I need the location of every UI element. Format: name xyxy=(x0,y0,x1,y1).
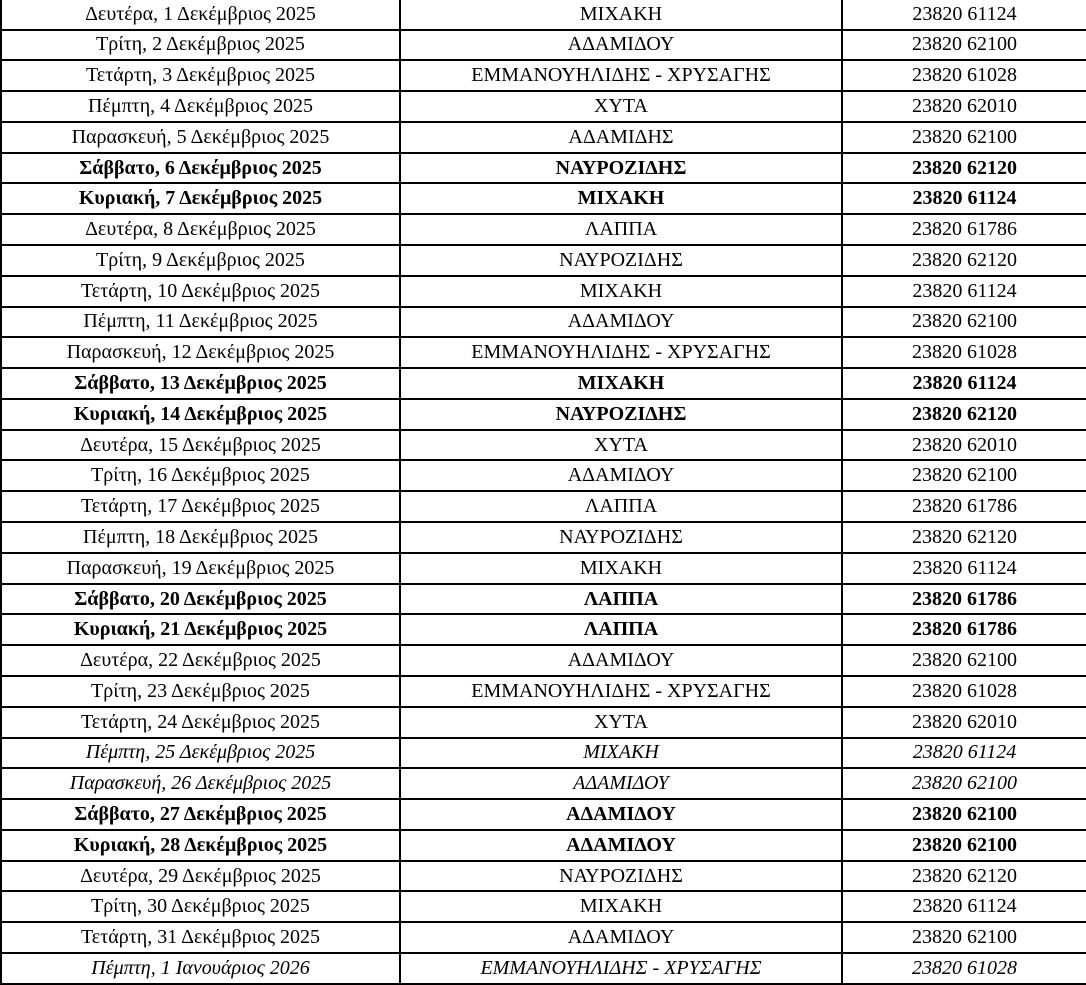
phone-cell: 23820 62100 xyxy=(842,922,1086,953)
phone-cell: 23820 61786 xyxy=(842,584,1086,615)
schedule-row xyxy=(1,891,1086,922)
pharmacy-cell: ΜΙΧΑΚΗ xyxy=(400,0,842,30)
pharmacy-cell: ΝΑΥΡΟΖΙΔΗΣ xyxy=(400,861,842,892)
pharmacy-cell: ΑΔΑΜΙΔΟΥ xyxy=(400,922,842,953)
pharmacy-cell: ΝΑΥΡΟΖΙΔΗΣ xyxy=(400,522,842,553)
schedule-row xyxy=(1,368,1086,399)
phone-cell: 23820 61124 xyxy=(842,368,1086,399)
phone-cell: 23820 62100 xyxy=(842,799,1086,830)
schedule-row xyxy=(1,399,1086,430)
phone-cell: 23820 62120 xyxy=(842,399,1086,430)
date-cell: Τετάρτη, 3 Δεκέμβριος 2025 xyxy=(1,60,400,91)
phone-cell: 23820 62010 xyxy=(842,707,1086,738)
schedule-row xyxy=(1,60,1086,91)
schedule-row xyxy=(1,0,1086,30)
date-cell: Πέμπτη, 25 Δεκέμβριος 2025 xyxy=(1,738,400,769)
pharmacy-cell: ΜΙΧΑΚΗ xyxy=(400,276,842,307)
date-cell: Δευτέρα, 1 Δεκέμβριος 2025 xyxy=(1,0,400,30)
schedule-row xyxy=(1,861,1086,892)
pharmacy-cell: ΑΔΑΜΙΔΟΥ xyxy=(400,307,842,338)
phone-cell: 23820 62100 xyxy=(842,122,1086,153)
pharmacy-cell: ΜΙΧΑΚΗ xyxy=(400,738,842,769)
date-cell: Τρίτη, 2 Δεκέμβριος 2025 xyxy=(1,30,400,61)
phone-cell: 23820 61028 xyxy=(842,337,1086,368)
date-cell: Τρίτη, 9 Δεκέμβριος 2025 xyxy=(1,245,400,276)
schedule-row xyxy=(1,153,1086,184)
schedule-row xyxy=(1,183,1086,214)
phone-cell: 23820 61124 xyxy=(842,891,1086,922)
schedule-row xyxy=(1,307,1086,338)
pharmacy-cell: ΧΥΤΑ xyxy=(400,430,842,461)
schedule-row xyxy=(1,553,1086,584)
date-cell: Τετάρτη, 17 Δεκέμβριος 2025 xyxy=(1,491,400,522)
phone-cell: 23820 62120 xyxy=(842,153,1086,184)
date-cell: Τετάρτη, 24 Δεκέμβριος 2025 xyxy=(1,707,400,738)
pharmacy-cell: ΕΜΜΑΝΟΥΗΛΙΔΗΣ - ΧΡΥΣΑΓΗΣ xyxy=(400,953,842,984)
pharmacy-cell: ΕΜΜΑΝΟΥΗΛΙΔΗΣ - ΧΡΥΣΑΓΗΣ xyxy=(400,337,842,368)
phone-cell: 23820 61786 xyxy=(842,614,1086,645)
schedule-row xyxy=(1,491,1086,522)
phone-cell: 23820 61124 xyxy=(842,553,1086,584)
phone-cell: 23820 62120 xyxy=(842,245,1086,276)
date-cell: Τρίτη, 23 Δεκέμβριος 2025 xyxy=(1,676,400,707)
phone-cell: 23820 61028 xyxy=(842,676,1086,707)
schedule-row xyxy=(1,584,1086,615)
pharmacy-cell: ΜΙΧΑΚΗ xyxy=(400,891,842,922)
date-cell: Κυριακή, 7 Δεκέμβριος 2025 xyxy=(1,183,400,214)
schedule-row xyxy=(1,91,1086,122)
schedule-row xyxy=(1,522,1086,553)
date-cell: Σάββατο, 13 Δεκέμβριος 2025 xyxy=(1,368,400,399)
pharmacy-cell: ΝΑΥΡΟΖΙΔΗΣ xyxy=(400,399,842,430)
phone-cell: 23820 61124 xyxy=(842,276,1086,307)
pharmacy-cell: ΛΑΠΠΑ xyxy=(400,214,842,245)
schedule-row xyxy=(1,799,1086,830)
schedule-row xyxy=(1,337,1086,368)
schedule-row xyxy=(1,768,1086,799)
date-cell: Σάββατο, 6 Δεκέμβριος 2025 xyxy=(1,153,400,184)
date-cell: Τετάρτη, 31 Δεκέμβριος 2025 xyxy=(1,922,400,953)
pharmacy-cell: ΧΥΤΑ xyxy=(400,91,842,122)
date-cell: Παρασκευή, 26 Δεκέμβριος 2025 xyxy=(1,768,400,799)
pharmacy-cell: ΧΥΤΑ xyxy=(400,707,842,738)
date-cell: Σάββατο, 27 Δεκέμβριος 2025 xyxy=(1,799,400,830)
phone-cell: 23820 62120 xyxy=(842,522,1086,553)
pharmacy-cell: ΛΑΠΠΑ xyxy=(400,584,842,615)
pharmacy-cell: ΕΜΜΑΝΟΥΗΛΙΔΗΣ - ΧΡΥΣΑΓΗΣ xyxy=(400,676,842,707)
schedule-row xyxy=(1,245,1086,276)
date-cell: Δευτέρα, 22 Δεκέμβριος 2025 xyxy=(1,645,400,676)
pharmacy-cell: ΝΑΥΡΟΖΙΔΗΣ xyxy=(400,245,842,276)
phone-cell: 23820 62100 xyxy=(842,768,1086,799)
schedule-row xyxy=(1,214,1086,245)
date-cell: Τετάρτη, 10 Δεκέμβριος 2025 xyxy=(1,276,400,307)
schedule-row xyxy=(1,707,1086,738)
phone-cell: 23820 61786 xyxy=(842,491,1086,522)
phone-cell: 23820 62100 xyxy=(842,645,1086,676)
pharmacy-cell: ΑΔΑΜΙΔΟΥ xyxy=(400,30,842,61)
pharmacy-cell: ΜΙΧΑΚΗ xyxy=(400,553,842,584)
schedule-row xyxy=(1,460,1086,491)
schedule-row xyxy=(1,830,1086,861)
schedule-row xyxy=(1,276,1086,307)
schedule-row xyxy=(1,122,1086,153)
date-cell: Παρασκευή, 19 Δεκέμβριος 2025 xyxy=(1,553,400,584)
schedule-row xyxy=(1,645,1086,676)
pharmacy-cell: ΑΔΑΜΙΔΟΥ xyxy=(400,645,842,676)
phone-cell: 23820 61124 xyxy=(842,183,1086,214)
phone-cell: 23820 62120 xyxy=(842,861,1086,892)
phone-cell: 23820 61786 xyxy=(842,214,1086,245)
pharmacy-cell: ΕΜΜΑΝΟΥΗΛΙΔΗΣ - ΧΡΥΣΑΓΗΣ xyxy=(400,60,842,91)
date-cell: Πέμπτη, 18 Δεκέμβριος 2025 xyxy=(1,522,400,553)
phone-cell: 23820 62010 xyxy=(842,430,1086,461)
schedule-row xyxy=(1,922,1086,953)
date-cell: Δευτέρα, 8 Δεκέμβριος 2025 xyxy=(1,214,400,245)
pharmacy-cell: ΛΑΠΠΑ xyxy=(400,614,842,645)
pharmacy-cell: ΜΙΧΑΚΗ xyxy=(400,183,842,214)
date-cell: Δευτέρα, 29 Δεκέμβριος 2025 xyxy=(1,861,400,892)
phone-cell: 23820 62100 xyxy=(842,307,1086,338)
date-cell: Κυριακή, 28 Δεκέμβριος 2025 xyxy=(1,830,400,861)
phone-cell: 23820 61124 xyxy=(842,738,1086,769)
phone-cell: 23820 62010 xyxy=(842,91,1086,122)
schedule-row xyxy=(1,614,1086,645)
schedule-row xyxy=(1,430,1086,461)
schedule-row xyxy=(1,676,1086,707)
date-cell: Παρασκευή, 5 Δεκέμβριος 2025 xyxy=(1,122,400,153)
schedule-row xyxy=(1,953,1086,984)
pharmacy-cell: ΑΔΑΜΙΔΟΥ xyxy=(400,799,842,830)
phone-cell: 23820 62100 xyxy=(842,30,1086,61)
date-cell: Σάββατο, 20 Δεκέμβριος 2025 xyxy=(1,584,400,615)
pharmacy-cell: ΝΑΥΡΟΖΙΔΗΣ xyxy=(400,153,842,184)
phone-cell: 23820 61124 xyxy=(842,0,1086,30)
date-cell: Τρίτη, 16 Δεκέμβριος 2025 xyxy=(1,460,400,491)
pharmacy-cell: ΛΑΠΠΑ xyxy=(400,491,842,522)
phone-cell: 23820 62100 xyxy=(842,460,1086,491)
pharmacy-cell: ΑΔΑΜΙΔΟΥ xyxy=(400,460,842,491)
date-cell: Παρασκευή, 12 Δεκέμβριος 2025 xyxy=(1,337,400,368)
pharmacy-duty-table-body xyxy=(1,0,1086,984)
pharmacy-cell: ΜΙΧΑΚΗ xyxy=(400,368,842,399)
date-cell: Πέμπτη, 1 Ιανουάριος 2026 xyxy=(1,953,400,984)
phone-cell: 23820 61028 xyxy=(842,953,1086,984)
date-cell: Κυριακή, 14 Δεκέμβριος 2025 xyxy=(1,399,400,430)
phone-cell: 23820 62100 xyxy=(842,830,1086,861)
date-cell: Πέμπτη, 4 Δεκέμβριος 2025 xyxy=(1,91,400,122)
date-cell: Κυριακή, 21 Δεκέμβριος 2025 xyxy=(1,614,400,645)
pharmacy-cell: ΑΔΑΜΙΔΟΥ xyxy=(400,830,842,861)
schedule-row xyxy=(1,30,1086,61)
pharmacy-cell: ΑΔΑΜΙΔΟΥ xyxy=(400,768,842,799)
pharmacy-cell: ΑΔΑΜΙΔΗΣ xyxy=(400,122,842,153)
date-cell: Πέμπτη, 11 Δεκέμβριος 2025 xyxy=(1,307,400,338)
schedule-row xyxy=(1,738,1086,769)
phone-cell: 23820 61028 xyxy=(842,60,1086,91)
date-cell: Τρίτη, 30 Δεκέμβριος 2025 xyxy=(1,891,400,922)
date-cell: Δευτέρα, 15 Δεκέμβριος 2025 xyxy=(1,430,400,461)
